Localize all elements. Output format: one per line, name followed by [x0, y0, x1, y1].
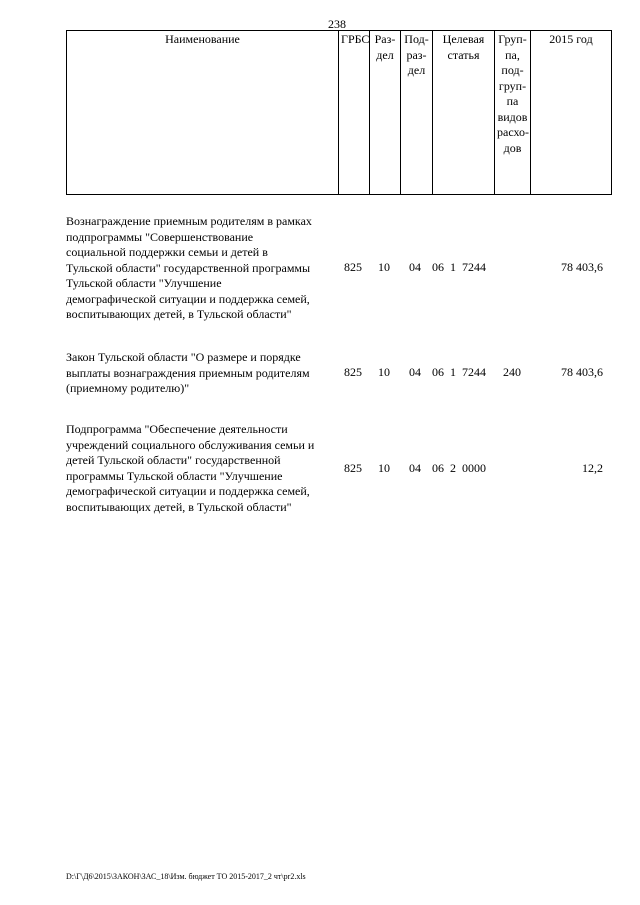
page-number: 238	[328, 17, 346, 31]
footer-file-path: D:\Г\Д6\2015\ЗАКОН\ЗАС_18\Изм. бюджет ТО 2015-2017_2 чт\pr2.xls	[66, 872, 306, 881]
header-target-article: Целевая статья	[433, 31, 495, 195]
row-podrazdel: 04	[409, 461, 421, 475]
row-grbs: 825	[344, 461, 362, 475]
table-header	[66, 30, 612, 195]
header-year: 2015 год	[531, 31, 612, 195]
header-name: Наименование	[67, 31, 339, 195]
row-amount: 12,2	[582, 461, 603, 475]
header-grbs: ГРБС	[339, 31, 370, 195]
row-target-article: 06 1 7244	[432, 365, 486, 379]
row-amount: 78 403,6	[561, 260, 603, 274]
row-razdel: 10	[378, 461, 390, 475]
row-podrazdel: 04	[409, 365, 421, 379]
row-grbs: 825	[344, 365, 362, 379]
header-expense-group: Груп- па, под- груп- па видов расхо- дов	[495, 31, 531, 195]
row-name: Закон Тульской области "О размере и порядке выплаты вознаграждения приемным родителям (приемному родителю)"	[66, 350, 310, 395]
row-razdel: 10	[378, 365, 390, 379]
header-razdel: Раз- дел	[370, 31, 401, 195]
row-expense-group: 240	[503, 365, 521, 379]
row-grbs: 825	[344, 260, 362, 274]
row-podrazdel: 04	[409, 260, 421, 274]
row-target-article: 06 1 7244	[432, 260, 486, 274]
row-name: Вознаграждение приемным родителям в рамках подпрограммы "Совершенствование социальной поддержки семьи и детей в Тульской области" государственной программы Тульской области "Улучшение демографической ситуации и поддержка семей, воспитывающих детей, в Тульской области"	[66, 214, 312, 321]
header-podrazdel: Под- раз- дел	[401, 31, 433, 195]
row-target-article: 06 2 0000	[432, 461, 486, 475]
row-amount: 78 403,6	[561, 365, 603, 379]
row-name: Подпрограмма "Обеспечение деятельности учреждений социального обслуживания семьи и детей Тульской области" государственной программы Тульской области "Улучшение демографической ситуации и поддержка семей, воспитывающих детей, в Тульской области"	[66, 422, 315, 514]
row-razdel: 10	[378, 260, 390, 274]
